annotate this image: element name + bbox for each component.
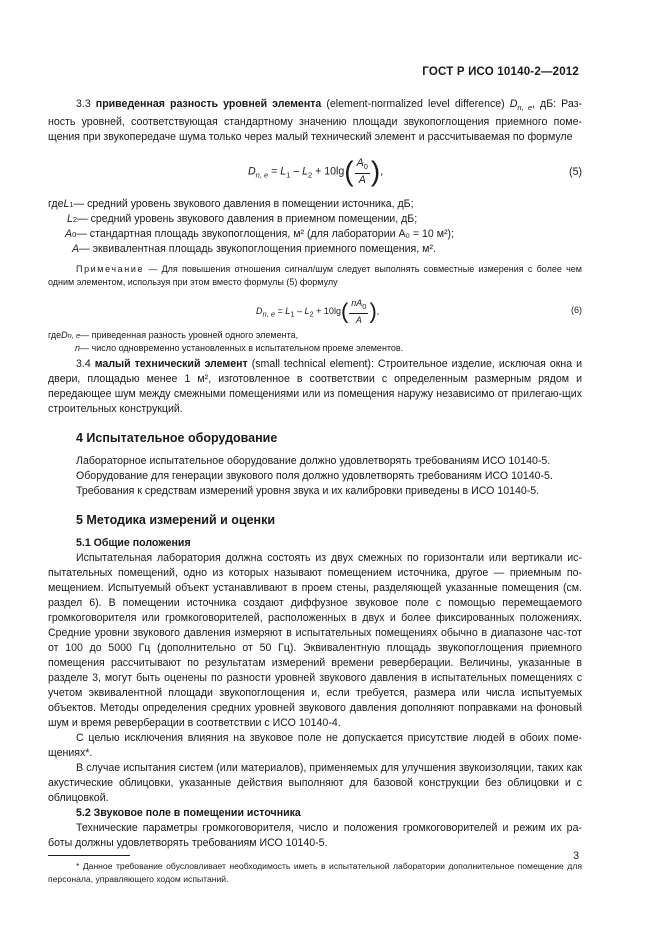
- fraction: [349, 297, 368, 326]
- paren-close: ): [370, 155, 381, 187]
- formula-6: [48, 293, 582, 327]
- subsection-5-1-title: 5.1 Общие положения: [76, 537, 191, 550]
- where-item: [48, 212, 582, 227]
- where-text: — число одновременно установленных в испытательном проеме элементов.: [80, 343, 404, 354]
- document-body: [48, 97, 582, 885]
- f-lhs: D: [256, 305, 263, 316]
- f-l2-sub: 2: [308, 170, 313, 180]
- f-l2: L: [304, 305, 310, 316]
- formula-number: (6): [571, 305, 582, 316]
- f-l1: L: [280, 165, 287, 178]
- where-item: [48, 242, 582, 257]
- paragraph: В случае испытания систем (или материалов), применяемых для улучшения звукоизоляции, таких как акустические облицовки, указанные действия выполняют для базовой конструкции без облицовки и с облицовкой.: [48, 762, 582, 805]
- unit: , дБ: Раз-: [532, 98, 583, 110]
- where-text: — средний уровень звукового давления в приемном помещении, дБ;: [77, 213, 418, 226]
- paragraph: Лабораторное испытательное оборудование должно удовлетворять требованиям ИСО 10140-5.: [76, 455, 551, 468]
- formula-5-expression: [248, 157, 383, 186]
- f-lg: + 10lg: [312, 165, 345, 178]
- where-sym: D: [61, 330, 68, 341]
- paren-open: (: [340, 298, 349, 324]
- where-sym: n: [75, 343, 81, 354]
- where-sub: 1: [69, 200, 74, 210]
- where-item: [48, 197, 582, 212]
- section-4-title: 4 Испытательное оборудование: [76, 431, 278, 446]
- f-lhs-sub: n, e: [255, 170, 269, 180]
- clause-number: 3.3: [76, 98, 91, 110]
- where-text: — средний уровень звукового давления в помещении источника, дБ;: [73, 198, 414, 211]
- where-list-2: [48, 329, 582, 355]
- footnote-divider: [48, 855, 130, 856]
- where-sub: n, e: [67, 331, 81, 341]
- note-title: Примечание: [76, 264, 145, 275]
- where-prefix: где: [48, 198, 64, 211]
- f-lhs: D: [248, 165, 256, 178]
- where-sym: L: [67, 213, 73, 226]
- definition-3-4: [48, 357, 582, 417]
- fraction: [355, 157, 370, 186]
- term-english: (element-normalized level difference): [326, 98, 505, 110]
- where-item: [48, 342, 582, 355]
- paren-open: (: [344, 155, 354, 187]
- definition-3-3: [48, 97, 582, 145]
- where-prefix: где: [48, 330, 62, 341]
- where-sub: 2: [72, 215, 78, 225]
- section-5-title: 5 Методика измерений и оценки: [76, 513, 276, 528]
- definition-text: (small technical element): Строительное изделие, исключая окна и двери, площадью менее 1 м², изготовленное в соответствии с определенным размерным рядом и передающее шум между смежными помещениями или из помещения наружу независимо от прилегаю-щих строительных конструкций.: [48, 358, 583, 416]
- where-sym: L: [63, 198, 70, 211]
- f-l2: L: [302, 165, 309, 178]
- f-eq: =: [275, 305, 286, 316]
- f-minus: –: [294, 305, 305, 316]
- frac-num: nA: [351, 298, 363, 309]
- definition-text: ность уровней, соответствующая стандартному значению площади звукопоглощения приемного поме-щения при звукопередаче шума только через малый технический элемент и рассчитываемая по формуле: [48, 116, 582, 144]
- formula-6-expression: [256, 297, 379, 326]
- paragraph: Технические параметры громкоговорителя, число и положения громкоговорителей и режим их ра-боты должны удовлетворять требованиям ИСО 10140-5.: [48, 822, 582, 850]
- where-sym: A: [65, 228, 73, 241]
- where-item: [48, 227, 582, 242]
- where-item: [48, 329, 582, 342]
- formula-number: (5): [569, 166, 582, 179]
- frac-num-sub: 0: [362, 301, 367, 311]
- where-text: — эквивалентная площадь звукопоглощения приемного помещения, м².: [79, 243, 436, 256]
- f-tail: ,: [380, 165, 384, 178]
- where-text: — приведенная разность уровней одного элемента,: [80, 330, 299, 341]
- formula-5: [48, 153, 582, 191]
- symbol-sub: n, e: [517, 103, 533, 113]
- f-l1: L: [285, 305, 291, 316]
- paragraph: Оборудование для генерации звукового поля должно удовлетворять требованиям ИСО 10140-5.: [76, 470, 553, 483]
- where-list-1: [48, 197, 582, 257]
- clause-number: 3.4: [76, 358, 91, 371]
- symbol: D: [509, 98, 518, 110]
- paragraph: Испытательная лаборатория должна состоять из двух смежных по горизонтали или вертикали ис-пытательных помещений, одно из которых называют помещением источника, другое — приемным по-мещением. Испытуемый объект устанавливают в проем стены, разделяющей указанные помещения (см. раздел 6). В помещении источника создают диффузное звуковое поле с помощью перемещаемого громкоговорителя или громкоговорителей, расположенных в двух и более фиксированных положениях. Средние уровни звукового давления измеряют в испытательных помещениях обычно в диапазоне час-тот от 100 до 5000 Гц (дополнительно от 50 Гц). Эквивалентную площадь звукопоглощения приемного помещения рассчитывают по результатам измерений времени реверберации. Величины, указанные в разделе 3, могут быть оценены по разности уровней звукового давления в испытательных помещениях с учетом эквивалентной площади звукопоглощения и, если требуется, размера или числа испытуемых объектов. Методы определения средних уровней звукового давления дополняют поправками на фоновый шум и время реверберации в соответствии с ИСО 10140-4.: [48, 552, 582, 730]
- footnote: * Данное требование обусловливает необходимость иметь в испытательной лаборатории дополнительное помещение для персонала, управляющего ходом испытаний.: [48, 861, 582, 884]
- paragraph: Требования к средствам измерений уровня звука и их калибровки приведены в ИСО 10140-5.: [76, 485, 540, 498]
- note-text: — Для повышения отношения сигнал/шум следует выполнять совместные измерения с более чем одним элементом, используя при этом вместо формулы (5) формулу: [48, 264, 582, 288]
- f-eq: =: [268, 165, 281, 178]
- paragraph: С целью исключения влияния на звуковое поле не допускается присутствие людей в обоих поме-щениях*.: [48, 732, 582, 760]
- f-tail: ,: [376, 305, 380, 316]
- f-lhs-sub: n, e: [262, 309, 276, 319]
- f-l2-sub: 2: [309, 309, 314, 319]
- frac-num: A: [356, 157, 364, 170]
- page-number: 3: [573, 850, 579, 862]
- where-text: — стандартная площадь звукопоглощения, м² (для лаборатории A₀ = 10 м²);: [76, 228, 455, 241]
- frac-num-sub: 0: [363, 162, 368, 172]
- where-sub: 0: [72, 230, 77, 240]
- term: приведенная разность уровней элемента: [95, 98, 322, 110]
- paren-close: ): [369, 298, 377, 324]
- f-l1-sub: 1: [290, 309, 295, 319]
- f-lg: + 10lg: [313, 305, 341, 316]
- where-sym: A: [72, 243, 80, 256]
- frac-den: A: [358, 174, 366, 187]
- f-l1-sub: 1: [286, 170, 291, 180]
- note: [48, 263, 582, 289]
- f-minus: –: [290, 165, 303, 178]
- doc-header: ГОСТ Р ИСО 10140-2—2012: [422, 66, 579, 78]
- term: малый технический элемент: [94, 358, 248, 371]
- subsection-5-2-title: 5.2 Звуковое поле в помещении источника: [76, 807, 301, 820]
- frac-den: A: [355, 314, 362, 325]
